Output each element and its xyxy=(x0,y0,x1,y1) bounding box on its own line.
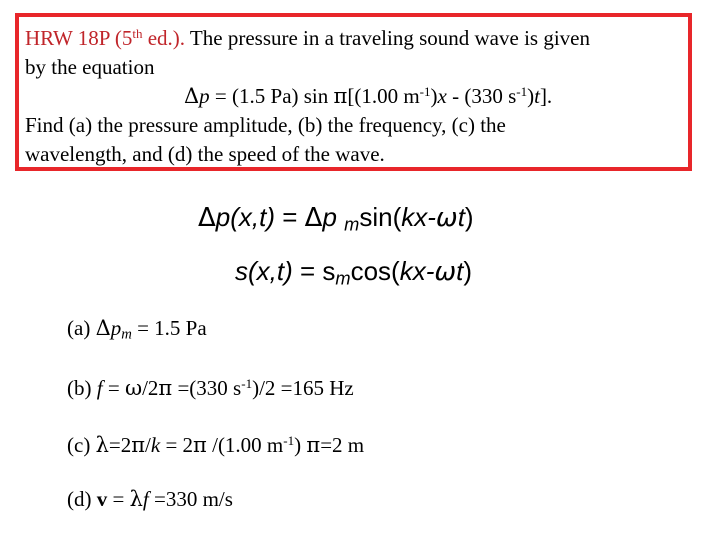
displacement-wave-formula: $s(x,t) = s_m\cos(kx-\omega t)$ xyxy=(235,256,473,289)
problem-line-2: by the equation xyxy=(25,55,155,79)
answer-b: (b) f = ω/2π =(330 $s^{-1})/2 =165$ Hz xyxy=(67,375,354,400)
answer-c: (c) λ=2π/k = 2π /(1.00 $m^{-1}$) π=2 m xyxy=(67,432,365,457)
answer-a: (a) $\Delta p_m = 1.5$ Pa xyxy=(67,316,207,343)
problem-line-4: Find (a) the pressure amplitude, (b) the frequency, (c) the xyxy=(25,113,506,137)
problem-line-1 xyxy=(25,25,590,50)
problem-text: The pressure in a traveling sound wave is given xyxy=(185,26,590,50)
pressure-wave-formula: Δp(x,t) = Δp $_m$sin(kx-ωt) xyxy=(198,202,474,235)
answer-d: (d) v = λf =330 m/s xyxy=(67,487,233,511)
problem-line-5: wavelength, and (d) the speed of the wave. xyxy=(25,142,385,166)
problem-equation: Δp = (1.5 Pa) sin π[(1.00 $m^{-1})x - (330$ $s^{-1})t$]. xyxy=(184,83,553,108)
problem-reference: HRW 18P (5th ed.). xyxy=(25,25,186,50)
